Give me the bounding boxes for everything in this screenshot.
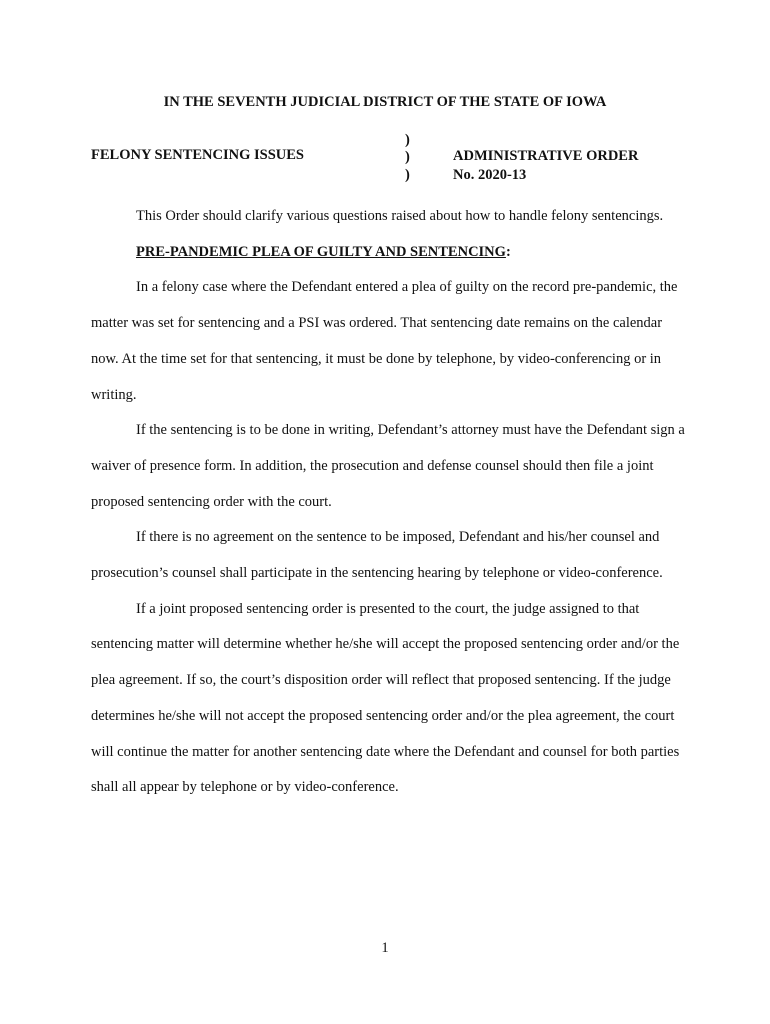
caption-divider-paren: ) — [405, 167, 410, 183]
page-number: 1 — [381, 940, 389, 956]
order-type: ADMINISTRATIVE ORDER — [453, 148, 639, 164]
document-body — [91, 199, 691, 806]
court-heading: IN THE SEVENTH JUDICIAL DISTRICT OF THE STATE OF IOWA — [163, 94, 607, 110]
case-caption-matter: FELONY SENTENCING ISSUES — [91, 147, 304, 163]
caption-divider-paren: ) — [405, 132, 410, 148]
section-heading — [91, 235, 691, 271]
section-heading-text: PRE-PANDEMIC PLEA OF GUILTY AND SENTENCING — [136, 243, 506, 260]
section-heading-colon: : — [505, 243, 511, 260]
body-paragraph: In a felony case where the Defendant entered a plea of guilty on the record pre-pandemic, the matter was set for sentencing and a PSI was ordered. That sentencing date remains on the calendar now. At the time set for that sentencing, it must be done by telephone, by video-conferencing or in writing. — [91, 279, 678, 403]
order-number: No. 2020-13 — [453, 167, 527, 183]
body-paragraph: If the sentencing is to be done in writing, Defendant’s attorney must have the Defendant sign a waiver of presence form. In addition, the prosecution and defense counsel should then file a joint proposed sentencing order with the court. — [91, 422, 685, 510]
caption-divider-paren: ) — [405, 149, 410, 165]
intro-paragraph: This Order should clarify various questions raised about how to handle felony sentencings. — [136, 208, 664, 224]
body-paragraph: If a joint proposed sentencing order is presented to the court, the judge assigned to that sentencing matter will determine whether he/she will accept the proposed sentencing order and/or the plea agreement. If so, the court’s disposition order will reflect that proposed sentencing. If the judge determines he/she will not accept the proposed sentencing order and/or the plea agreement, the court will continue the matter for another sentencing date where the Defendant and counsel for both parties shall all appear by telephone or by video-conference. — [91, 600, 680, 796]
case-caption-order — [453, 147, 638, 185]
body-paragraph: If there is no agreement on the sentence to be imposed, Defendant and his/her counsel and prosecution’s counsel shall participate in the sentencing hearing by telephone or video-conference. — [91, 529, 663, 582]
